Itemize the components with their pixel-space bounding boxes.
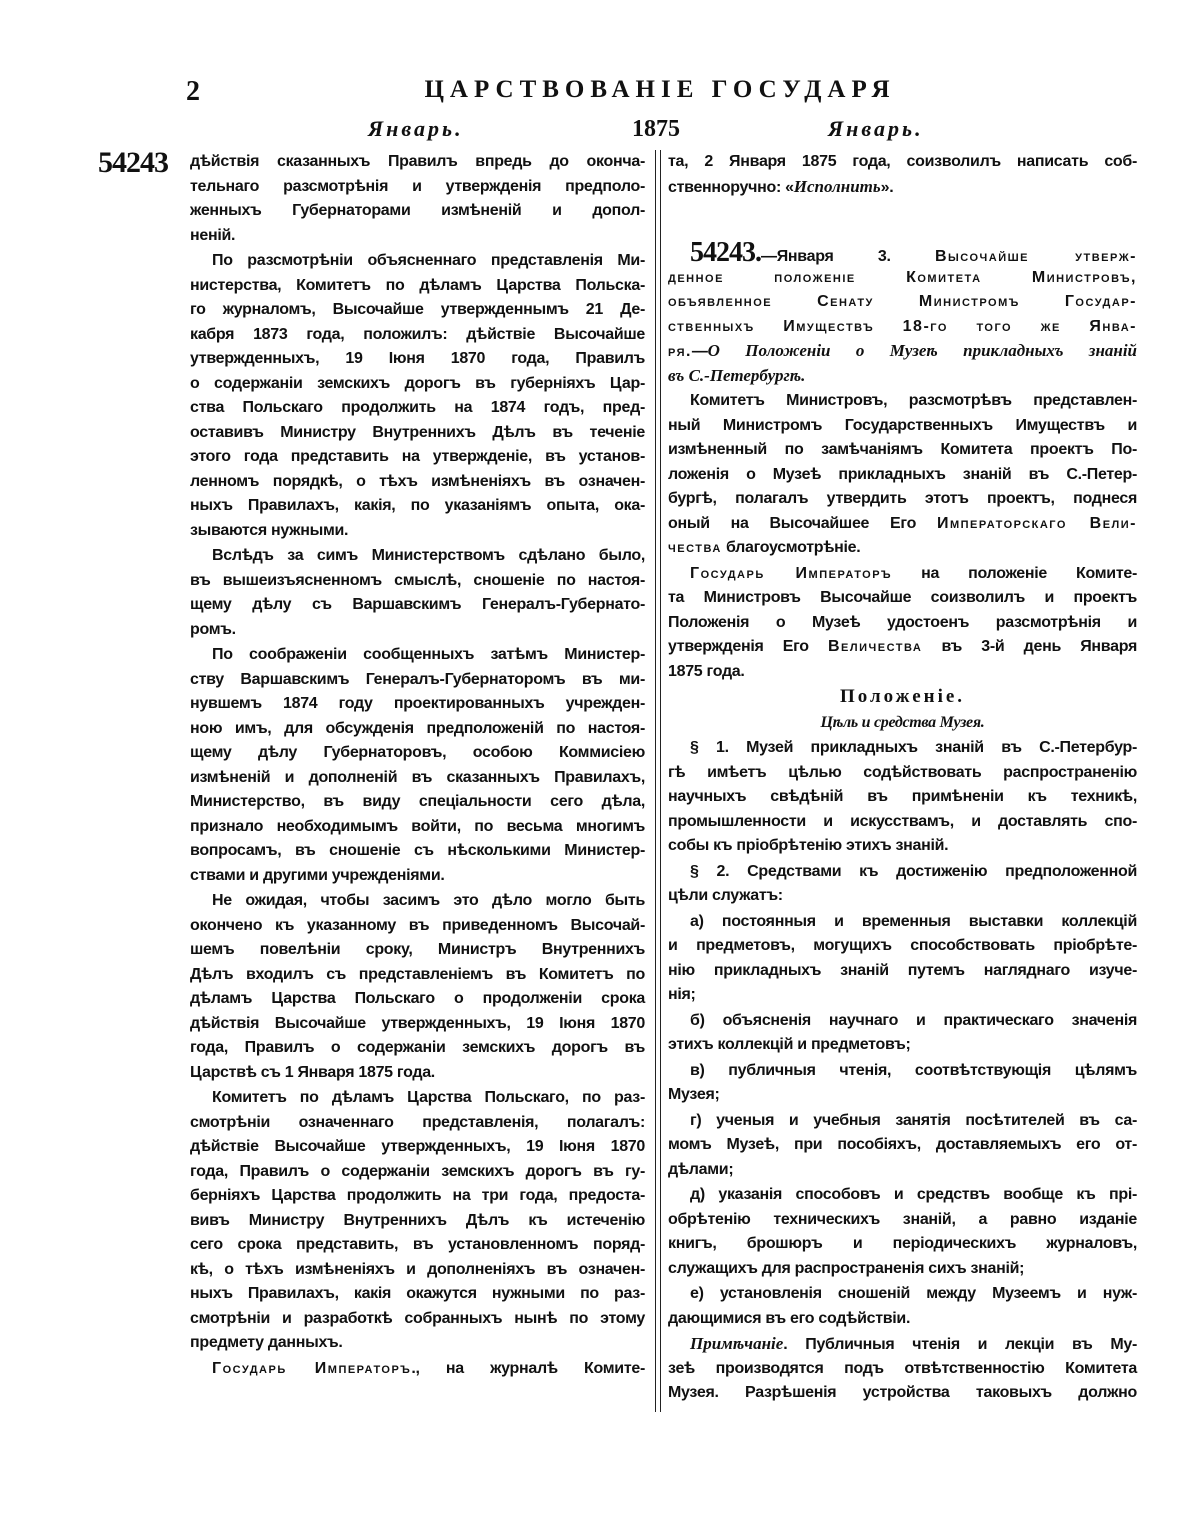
text-line: о содержаніи земскихъ дорогъ въ губерніяхъ Цар- [190,374,645,392]
text-line: ною имъ, для обсужденія предположеній по настоя- [190,719,645,737]
paragraph [190,544,645,642]
paragraph [190,150,645,248]
small-caps-text: Величества [828,638,923,655]
left-column [190,150,645,1382]
text-line: е) установленія сношеній между Музеемъ и нуж- [690,1285,1137,1302]
text-segment: утвержденія Его [668,638,828,655]
text-line: дающимися въ его содѣйствіи. [668,1309,911,1327]
text-line: дѣйствія сказанныхъ Правилъ впредь до оконча- [190,153,645,170]
text-line: женныхъ Губернаторами измѣненій и допол- [190,202,645,219]
column-divider [655,150,656,1412]
text-line: нія; [668,986,696,1003]
text-line: сего срока представить, въ установленномъ поряд- [190,1236,645,1253]
text-line: По разсмотрѣніи объясненнаго представленія Ми- [212,252,645,269]
text-line: щему дѣлу съ Варшавскимъ Генералъ-Губернато- [190,596,645,613]
text-line: б) объясненія научнаго и практическаго значенія [690,1011,1137,1029]
text-line [668,536,1137,561]
text-line: и предметовъ, могущихъ способствовать пріобрѣте- [668,937,1137,954]
small-caps-text: Высочайше утверж- [934,248,1137,265]
month-right: Январь. [828,116,924,141]
text-line: неній. [190,226,236,244]
text-line [668,290,1137,315]
text-line: § 1. Музей прикладныхъ знаній въ С.-Петербур- [690,739,1137,756]
paragraph [668,1282,1137,1331]
text-line: цѣли служатъ: [668,887,783,904]
small-caps-text: денное положеніе Комитета Министровъ, [668,268,1137,286]
text-line: ромъ. [190,620,236,638]
text-line: нію прикладныхъ знаній путемъ нагляднаго изуче- [668,961,1137,979]
small-caps-text: чества [668,539,722,556]
text-line [668,1332,1137,1357]
text-segment: . Публичныя чтенія и лекціи въ Му- [783,1336,1137,1353]
text-line: § 2. Средствами къ достиженію предположенной [690,862,1137,880]
text-line: нувшемъ 1874 году проектированныхъ учрежден- [190,695,645,712]
text-line: та Министровъ Высочайше соизволилъ и проектъ [668,589,1137,606]
text-line: оставивъ Министру Внутреннихъ Дѣлъ въ теченіе [190,423,645,441]
text-line [668,339,1137,364]
text-line: берніяхъ Царства продолжить на три года, предоста- [190,1187,645,1204]
text-line: бургѣ, полагалъ утвердить этотъ проектъ, поднеся [668,490,1137,507]
running-title: ЦАРСТВОВАНІЕ ГОСУДАРЯ [424,76,896,103]
paragraph [668,1332,1137,1406]
paragraph [668,389,1137,561]
text-line: Комитетъ по дѣламъ Царства Польскаго, по раз- [212,1089,645,1106]
text-line: д) указанія способовъ и средствъ вообще къ прі- [690,1186,1137,1203]
small-caps-text: Императорскаго Вели- [936,514,1137,532]
text-segment: ., на журналѣ Комите- [411,1359,645,1377]
text-line: тельнаго разсмотрѣнія и утвержденія предполо- [190,177,645,195]
text-line: въ вышеизъясненномъ смыслѣ, сношеніе по настоя- [190,571,645,589]
text-line [190,1357,645,1382]
italic-text: О Положеніи о Музеѣ прикладныхъ знаній [707,341,1137,360]
paragraph [190,1357,645,1382]
paragraph [668,1009,1137,1058]
text-segment: — [691,343,708,360]
text-line: Положеніе. [839,686,966,707]
text-line: нистерства, Комитетъ по дѣламъ Царства Польска- [190,276,645,294]
paragraph [668,150,1137,199]
text-line: кабря 1873 года, положилъ: дѣйствіе Высочайше [190,325,645,343]
text-line: ложенія о Музеѣ прикладныхъ знаній въ С.-Петер- [668,465,1137,483]
paragraph [668,736,1137,859]
text-line: служащихъ для распространенія сихъ знаній; [668,1259,1025,1277]
text-line [668,512,1137,537]
text-line: утвержденныхъ, 19 Іюня 1870 года, Правилъ [190,350,645,367]
column-divider [660,150,661,1412]
italic-text: въ С.-Петербургѣ. [668,365,806,385]
text-segment: ственноручно: « [668,178,794,196]
paragraph [668,562,1137,685]
text-line: этого года представить на утвержденіе, въ установ- [190,448,645,465]
text-line: в) публичныя чтенія, соотвѣтствующія цѣлямъ [690,1061,1137,1079]
paragraph [668,910,1137,1008]
year: 1875 [632,116,680,142]
text-line: дѣлами; [668,1160,734,1178]
text-line: дѣйствія Высочайше утвержденныхъ, 19 Іюня 1870 [190,1014,645,1032]
text-line: момъ Музеѣ, при пособіяхъ, доставляемыхъ его от- [668,1136,1137,1153]
text-line: шемъ повелѣніи сроку, Министръ Внутреннихъ [190,941,645,958]
text-line: ствами и другими учрежденіями. [190,866,445,884]
text-segment: благоусмотрѣніе. [721,539,861,556]
text-line: научныхъ свѣдѣній въ примѣненіи къ техникѣ, [668,788,1137,805]
text-line: Вслѣдъ за симъ Министерствомъ сдѣлано было, [212,547,645,564]
text-line: окончено къ указанному въ приведенномъ Высочай- [190,916,645,934]
text-line: года, Правилъ о содержаніи земскихъ дорогъ въ [190,1039,645,1056]
text-line: измѣненій и дополненій въ сказанныхъ Правилахъ, [190,768,645,786]
italic-text: Примѣчаніе [690,1334,784,1353]
text-line: Музея; [668,1086,720,1103]
text-line: Положенія о Музеѣ удостоенъ разсмотрѣнія и [668,613,1137,631]
text-line: вивъ Министру Внутреннихъ Дѣлъ къ истеченію [190,1211,645,1229]
text-line: ныхъ Правилахъ, какія окажутся нужными по раз- [190,1285,645,1302]
text-line: измѣненный по замѣчаніямъ Комитета проектъ По- [668,441,1137,458]
text-segment: на положеніе Комите- [892,564,1137,582]
text-line [668,175,1137,200]
paragraph [190,643,645,888]
text-line: Царствѣ съ 1 Января 1875 года. [190,1063,435,1081]
paragraph [668,1183,1137,1281]
text-line: ству Варшавскимъ Генералъ-Губернаторомъ въ ми- [190,670,645,688]
paragraph [668,1109,1137,1183]
text-line [668,237,1137,268]
text-line: дѣламъ Царства Польскаго о продолженіи срока [190,990,645,1007]
month-left: Январь. [368,116,464,141]
text-line: 1875 года. [668,662,745,680]
text-line: смотрѣніи означеннаго представленія, полагалъ: [190,1113,645,1131]
text-line [668,266,1137,291]
text-line: зываются нужными. [190,521,349,539]
section-heading [668,685,1137,710]
text-line: Дѣлъ входилъ съ представленіемъ въ Комитетъ по [190,965,645,983]
paragraph [190,249,645,543]
text-line: вопросамъ, въ сношеніе съ нѣсколькими Министер- [190,842,645,859]
entry-number: 54243. [690,237,761,268]
text-line: ный Министромъ Государственныхъ Имуществъ и [668,416,1137,434]
text-line: По соображеніи сообщенныхъ затѣмъ Министер- [212,646,645,663]
paragraph [668,237,1137,388]
text-line: гѣ имѣетъ цѣлью содѣйствовать распространенію [668,763,1137,781]
text-line: Министерство, въ виду спеціальности сего дѣла, [190,793,645,810]
text-line [668,315,1137,340]
right-column [668,150,1137,1407]
margin-entry-number: 54243 [98,146,168,179]
text-line: книгъ, брошюръ и періодическихъ журналовъ, [668,1235,1137,1252]
text-line: та, 2 Января 1875 года, соизволилъ написать соб- [668,153,1137,170]
text-line: Комитетъ Министровъ, разсмотрѣвъ представлен- [690,392,1137,409]
small-caps-text: ря. [668,343,692,360]
text-line: зеѣ производятся подъ отвѣтственностію Комитета [668,1359,1137,1377]
text-line [668,635,1137,660]
text-line: Не ожидая, чтобы засимъ это дѣло могло быть [212,892,645,909]
text-line: смотрѣніи и разработкѣ собранныхъ нынѣ по этому [190,1309,645,1327]
text-line: собы къ пріобрѣтенію этихъ знаній. [668,837,949,854]
text-line: ныхъ Правилахъ, какія, по указаніямъ опыта, ока- [190,497,645,514]
text-line: дѣйствіе Высочайше утвержденныхъ, 19 Іюня 1870 [190,1138,645,1155]
text-line: кѣ, о тѣхъ измѣненіяхъ и дополненіяхъ въ означен- [190,1260,645,1278]
paragraph [190,1086,645,1356]
text-line: признало необходимымъ войти, по весьма многимъ [190,817,645,835]
text-line: этихъ коллекцій и предметовъ; [668,1036,911,1053]
paragraph [668,860,1137,909]
text-segment: оный на Высочайшее Его [668,514,937,532]
text-line: предмету данныхъ. [190,1334,343,1351]
text-line: Цѣль и средства Музея. [820,713,985,731]
text-line: промышленности и искусствамъ, и доставлять спо- [668,812,1137,830]
paragraph [190,889,645,1085]
small-caps-text: ственныхъ Имуществъ 18-го того же Янва- [668,317,1137,335]
text-segment: —Января 3. [761,248,935,265]
paragraph [668,1059,1137,1108]
text-line: ленномъ порядкѣ, о тѣхъ измѣненіяхъ въ означен- [190,472,645,490]
text-segment: ». [880,178,894,196]
text-line: го журналомъ, Высочайше утвержденнымъ 21 Де- [190,301,645,318]
text-line [668,562,1137,587]
section-subtitle [668,711,1137,736]
italic-text: Исполнить [793,176,881,196]
text-line: обрѣтенію техническихъ знаній, а равно изданіе [668,1210,1137,1228]
text-line: г) ученыя и учебныя занятія посѣтителей въ са- [690,1111,1137,1129]
small-caps-text: Государь Императоръ [212,1359,412,1377]
small-caps-text: объявленное Сенату Министромъ Государ- [668,293,1137,310]
text-line: года, Правилъ о содержаніи земскихъ дорогъ въ гу- [190,1162,645,1180]
page-number: 2 [186,76,200,107]
text-segment: въ 3-й день Января [922,638,1137,655]
text-line: ства Польскаго продолжить на 1874 годъ, пред- [190,399,645,416]
text-line: а) постоянныя и временныя выставки коллекцій [690,912,1137,930]
text-line [668,364,1137,389]
small-caps-text: Государь Императоръ [690,564,893,582]
text-line: щему дѣлу Губернаторовъ, особою Коммисіею [190,744,645,761]
text-line: Музея. Разрѣшенія устройства таковыхъ должно [668,1384,1137,1401]
